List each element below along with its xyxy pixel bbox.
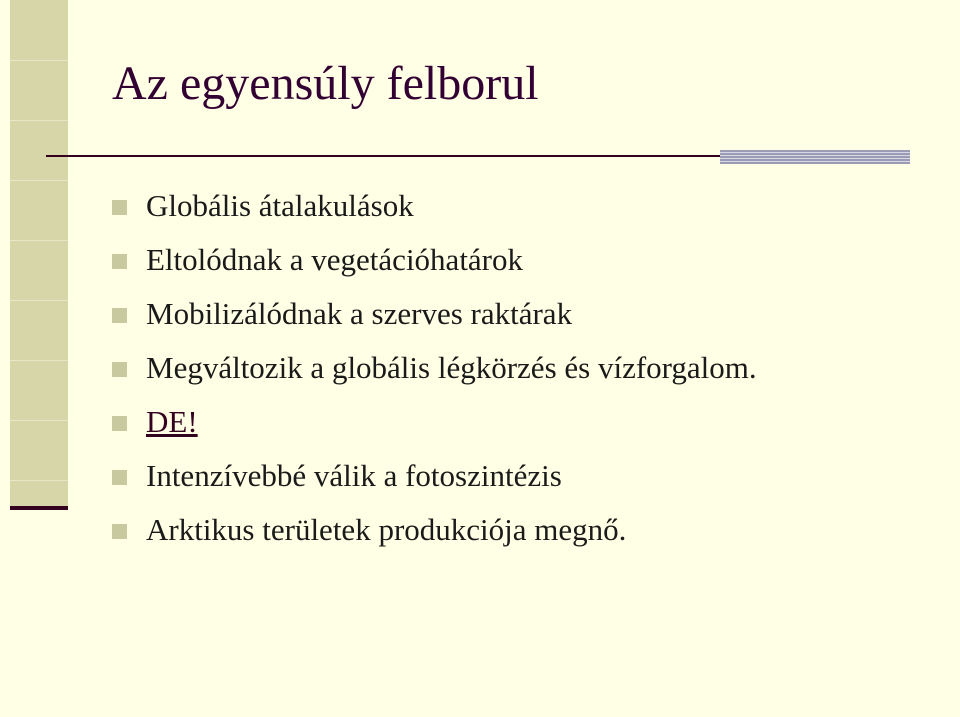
bullet-list: [110, 188, 930, 566]
square-bullet-icon: [112, 416, 127, 431]
bullet-text-emphasis: DE!: [146, 404, 198, 439]
square-bullet-icon: [112, 254, 127, 269]
bullet-item: [110, 242, 930, 278]
bullet-text: Intenzívebbé válik a fotoszintézis: [146, 458, 562, 493]
title-underline: [46, 155, 722, 157]
bullet-item: [110, 512, 930, 548]
left-rule: [10, 506, 68, 510]
square-bullet-icon: [112, 362, 127, 377]
square-bullet-icon: [112, 524, 127, 539]
bullet-item: [110, 296, 930, 332]
square-bullet-icon: [112, 308, 127, 323]
bullet-text: Mobilizálódnak a szerves raktárak: [146, 296, 573, 331]
accent-bar-divider: [10, 120, 68, 121]
title-underline-accent: [720, 150, 910, 164]
accent-bar-divider: [10, 300, 68, 301]
bullet-text: Arktikus területek produkciója megnő.: [146, 512, 627, 547]
accent-bar-divider: [10, 180, 68, 181]
bullet-item: [110, 188, 930, 224]
square-bullet-icon: [112, 200, 127, 215]
accent-bar-divider: [10, 480, 68, 481]
bullet-text: Globális átalakulások: [146, 188, 414, 223]
bullet-item: [110, 404, 930, 440]
bullet-text: Megváltozik a globális légkörzés és vízforgalom.: [146, 350, 757, 385]
bullet-item: [110, 350, 930, 386]
accent-bar-divider: [10, 60, 68, 61]
accent-bar-divider: [10, 240, 68, 241]
square-bullet-icon: [112, 470, 127, 485]
bullet-item: [110, 458, 930, 494]
slide-title: Az egyensúly felborul: [112, 57, 539, 110]
bullet-text: Eltolódnak a vegetációhatárok: [146, 242, 524, 277]
left-accent-bar: [10, 0, 68, 508]
accent-bar-divider: [10, 420, 68, 421]
accent-bar-divider: [10, 360, 68, 361]
